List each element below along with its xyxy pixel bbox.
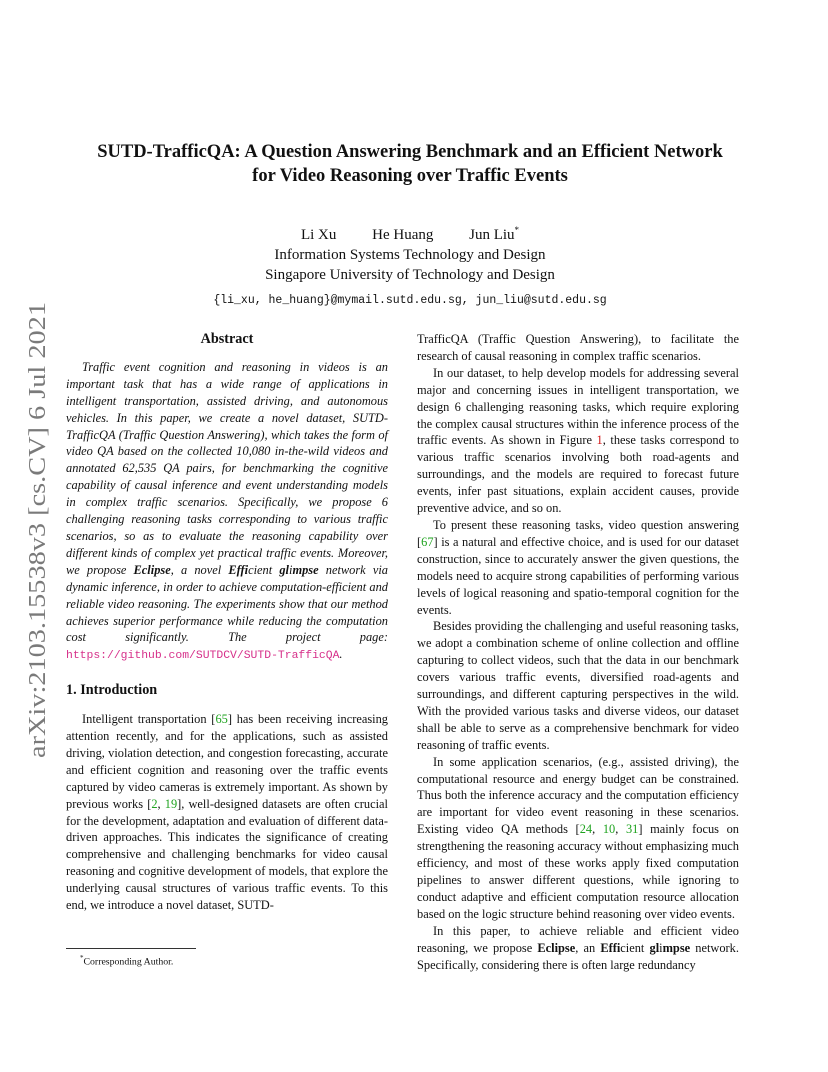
figure-1-ref[interactable]: 1 — [596, 433, 603, 448]
author-names — [60, 220, 760, 245]
abstract-part-2: , a novel — [170, 562, 229, 577]
title-line-1: SUTD-TrafficQA: A Question Answering Benchmark and an Efficient Network — [97, 142, 723, 162]
footnote-mark: * — [80, 954, 84, 962]
title-line-2: for Video Reasoning over Traffic Events — [252, 166, 568, 186]
footnote-rule — [66, 948, 196, 949]
left-column — [66, 331, 388, 914]
right-eff-e: E — [600, 940, 609, 955]
right-paragraph-6 — [417, 923, 739, 974]
abstract-eclipse: Eclipse — [133, 562, 171, 577]
abstract-text — [66, 359, 388, 665]
author-li-xu: Li Xu — [300, 227, 337, 243]
intro-text-a: Intelligent transportation [ — [82, 712, 216, 727]
right-eclipse: Eclipse — [537, 940, 576, 955]
abstract-gl-m: m — [292, 562, 303, 577]
right-eff-ffi: ffi — [608, 940, 621, 955]
abstract-part-3: network via dynamic inference, in order to achieve computation-efficient and reliable video reasoning. The experiments show that our method achieves superior performance while reducing the computation cost significantly. The project page: — [66, 562, 388, 645]
affiliation-dept: Information Systems Technology and Design — [274, 247, 546, 263]
citation-24[interactable]: 24 — [579, 822, 593, 837]
right-gl-i: i — [659, 940, 663, 955]
right-eff-cient: cient — [620, 940, 650, 955]
right-paragraph-4: Besides providing the challenging and useful reasoning tasks, we adopt a combination scheme of online collection and offline capturing to collect videos, such that the data in our benchmark covers various traffic events, diversified road-agents and surroundings, and different capturing perspectives in the wild. With the provided various tasks and diverse videos, our dataset shall be able to serve as a comprehensive benchmark for video reasoning of traffic events. — [417, 619, 739, 752]
project-page-link[interactable]: https://github.com/SUTDCV/SUTD-TrafficQA — [66, 650, 340, 663]
abstract-eff-cient: cient — [248, 562, 273, 577]
abstract-section — [66, 331, 388, 665]
abstract-gl: gl — [279, 562, 289, 577]
right-paragraph-3 — [417, 517, 739, 618]
citation-2[interactable]: 2 — [151, 796, 158, 811]
right-comma-2: , — [615, 822, 626, 837]
right-p6-c: network. Specifically, considering there is often large redundancy — [417, 940, 739, 972]
right-p2-a: In our dataset, to help develop models for addressing several major and concerning issues in intelligent transportation, we design 6 challenging reasoning tasks, which require exploring the complex causal structures within the inference process of the traffic events. As shown in Figure — [417, 365, 739, 448]
citation-67[interactable]: 67 — [421, 534, 434, 549]
right-column — [417, 331, 739, 973]
arxiv-identifier-stamp — [21, 300, 51, 760]
right-p5-a: In some application scenarios, (e.g., assisted driving), the computational resource and energy budget can be constrained. Thus both the inference accuracy and the computation efficiency are important for video event reasoning in these scenarios. Existing video QA methods [ — [417, 754, 739, 837]
corresponding-mark: * — [514, 225, 520, 235]
abstract-gl-pse: pse — [302, 562, 319, 577]
right-gl-m: m — [662, 940, 673, 955]
author-jun-liu-name: Jun Liu — [469, 227, 515, 243]
right-p3-a: To present these reasoning tasks, video question answering [ — [417, 517, 739, 549]
right-paragraph-5 — [417, 754, 739, 923]
citation-65[interactable]: 65 — [215, 712, 228, 727]
right-gl: gl — [649, 940, 660, 955]
right-p2-b: , these tasks correspond to various traffic scenarios involving both road-agents and surroundings, and the models are required to forecast future events, infer past situations, explain accident causes, provide preventive advice, and so on. — [417, 433, 739, 516]
abstract-eff-ffi: ffi — [236, 562, 249, 577]
right-gl-pse: pse — [672, 940, 691, 955]
right-p6-b: , an — [575, 940, 601, 955]
right-comma-1: , — [592, 822, 603, 837]
author-emails: {li_xu, he_huang}@mymail.sutd.edu.sg, jun_liu@sutd.edu.sg — [213, 294, 607, 307]
arxiv-stamp-text: arXiv:2103.15538v3 [cs.CV] 6 Jul 2021 — [24, 363, 51, 758]
right-p5-b: ] mainly focus on strengthening the reasoning accuracy without emphasizing much efficiency, and most of these works apply fixed computation pipelines to answer different questions, while ignoring to conduct adaptive and efficient computation resource allocation based on the logic structure behind reasoning over video events. — [417, 822, 739, 921]
abstract-eff-e: E — [228, 562, 237, 577]
arxiv-stamp-svg — [21, 300, 51, 760]
right-p6-a: In this paper, to achieve reliable and efficient video reasoning, we propose — [417, 923, 739, 955]
author-jun-liu — [469, 220, 519, 245]
abstract-part-1: Traffic event cognition and reasoning in videos is an important task that has a wide range of applications in intelligent transportation, assisted driving, and autonomous vehicles. In this paper, we create a novel dataset, SUTD-TrafficQA (Traffic Question Answering), which takes the form of video QA based on the collected 10,080 in-the-wild videos and annotated 62,535 QA pairs, for benchmarking the cognitive capability of causal inference and event understanding models in complex traffic scenarios. Specifically, we propose 6 challenging reasoning tasks corresponding to various traffic scenarios, so as to evaluate the reasoning capability over different kinds of complex yet practical traffic events. Moreover, we propose — [66, 359, 388, 577]
intro-text-b: ] has been receiving increasing attention recently, and for the applications, such as assisted driving, violation detection, and congestion forecasting, accurate and efficient cognition and reasoning over the traffic events captured by video cameras is extremely important. As shown by previous works [ — [66, 712, 388, 811]
citation-31[interactable]: 31 — [625, 822, 639, 837]
citation-10[interactable]: 10 — [602, 822, 616, 837]
abstract-heading: Abstract — [200, 331, 254, 347]
author-block — [60, 220, 760, 311]
abstract-gl-i: i — [288, 562, 293, 577]
footnote — [80, 952, 173, 968]
intro-text-c: ], well-designed datasets are often crucial for the development, adaptation and evaluation of different data-driven approaches. This indicates the significance of creating comprehensive and challenging benchmarks for video causal reasoning and cognitive development of models, that explore the underlying causal structures of various traffic events. To this end, we introduce a novel dataset, SUTD- — [66, 796, 388, 913]
affiliation-university: Singapore University of Technology and Design — [265, 267, 555, 283]
intro-paragraph-1 — [66, 711, 388, 914]
right-paragraph-2 — [417, 365, 739, 517]
citation-19[interactable]: 19 — [164, 796, 178, 811]
introduction-heading: 1. Introduction — [66, 682, 158, 699]
right-p3-b: ] is a natural and effective choice, and is used for our dataset construction, since to accurately answer the given questions, the models need to acquire strong capabilities of performing various levels of logical reasoning and spatio-temporal cognition for the events. — [417, 534, 739, 617]
right-paragraph-0: TrafficQA (Traffic Question Answering), to facilitate the research of causal reasoning in complex traffic scenarios. — [417, 332, 739, 363]
paper-title — [60, 140, 760, 188]
abstract-period: . — [339, 647, 343, 662]
author-he-huang: He Huang — [372, 227, 434, 243]
footnote-text: Corresponding Author. — [83, 956, 174, 968]
intro-comma: , — [157, 796, 165, 811]
